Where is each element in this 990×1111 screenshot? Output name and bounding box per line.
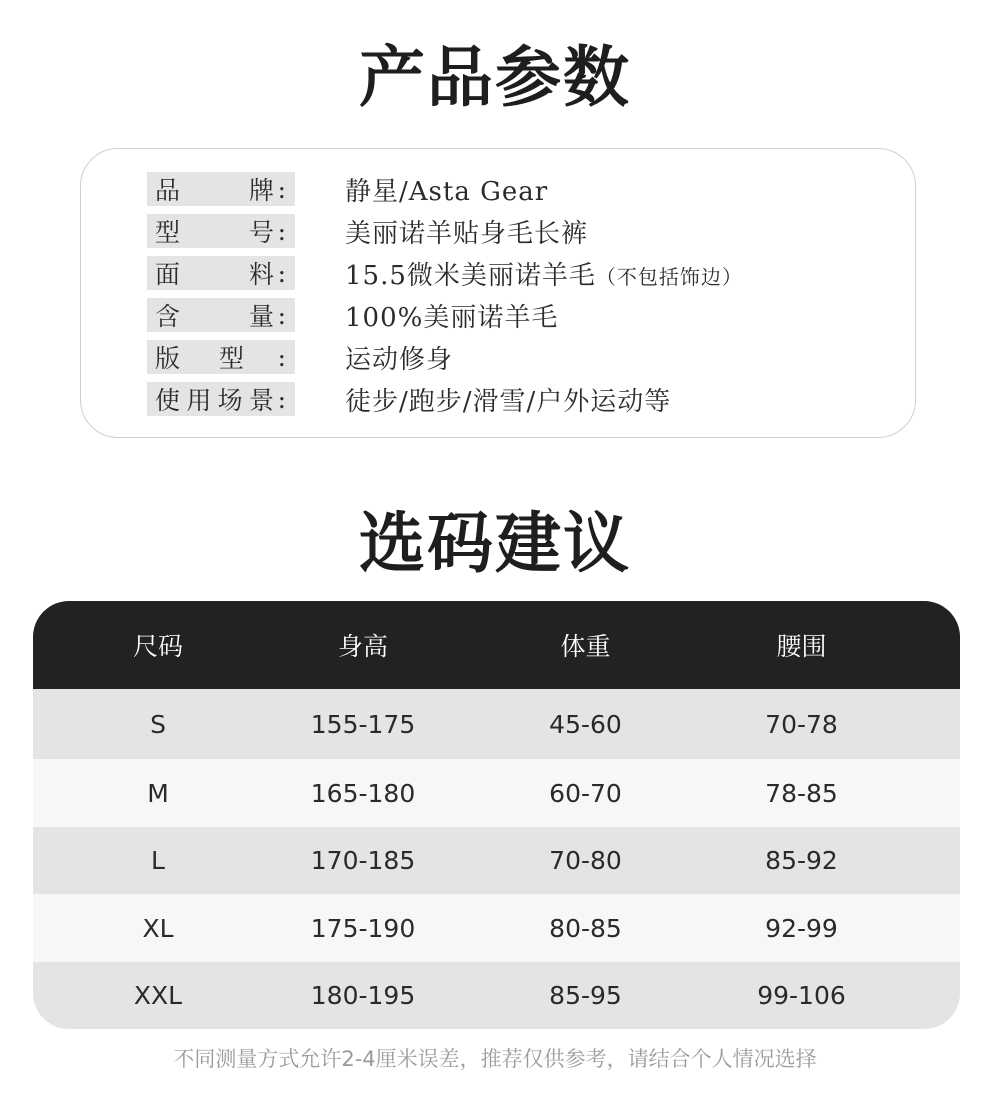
param-label — [147, 172, 295, 206]
size-footnote: 不同测量方式允许2-4厘米误差，推荐仅供参考，请结合个人情况选择 — [173, 1047, 817, 1071]
cell-size: XXL — [133, 981, 183, 1010]
table-row — [33, 827, 960, 894]
label-char: 面 — [155, 260, 182, 289]
cell-waist: 78-85 — [765, 778, 838, 808]
label-char: 用 — [186, 386, 213, 415]
cell-height: 175-190 — [310, 913, 416, 943]
param-row-model — [147, 214, 588, 248]
cell-height: 180-195 — [310, 981, 416, 1010]
param-label — [147, 214, 295, 248]
param-row-fit — [147, 340, 453, 374]
param-value-text: 静星/Asta Gear — [345, 176, 549, 207]
param-value-text: 运动修身 — [345, 344, 454, 375]
cell-height: 155-175 — [310, 709, 416, 739]
cell-weight: 80-85 — [549, 913, 622, 943]
label-colon: : — [277, 216, 287, 246]
param-value — [345, 213, 588, 250]
product-params-title: 产品参数 — [359, 39, 631, 116]
label-colon: : — [277, 258, 287, 288]
table-row — [33, 894, 960, 962]
param-value-text: 美丽诺羊贴身毛长裤 — [345, 218, 589, 249]
label-colon: : — [277, 384, 287, 414]
table-row — [33, 962, 960, 1029]
size-table — [33, 601, 960, 1029]
cell-size: M — [147, 778, 169, 808]
cell-waist: 85-92 — [765, 846, 838, 875]
header-height: 身高 — [337, 632, 388, 661]
cell-weight: 45-60 — [549, 709, 622, 739]
label-colon: : — [277, 342, 287, 372]
cell-height: 165-180 — [310, 778, 416, 808]
label-char: 料 — [248, 260, 275, 289]
cell-size: XL — [142, 913, 174, 943]
cell-weight: 60-70 — [549, 778, 622, 808]
param-label — [147, 340, 295, 374]
cell-weight: 70-80 — [549, 846, 622, 875]
label-char: 品 — [155, 176, 182, 205]
label-char: 牌 — [248, 176, 275, 205]
param-value — [345, 339, 453, 376]
label-char: 景 — [248, 386, 275, 415]
param-label — [147, 382, 295, 416]
param-label — [147, 256, 295, 290]
cell-height: 170-185 — [310, 846, 416, 875]
label-char: 版 — [155, 344, 182, 373]
param-value-text: 100%美丽诺羊毛 — [345, 302, 559, 333]
label-char: 含 — [155, 302, 182, 331]
header-waist: 腰围 — [776, 632, 827, 661]
header-size: 尺码 — [132, 632, 183, 661]
param-value-note: （不包括饰边） — [595, 264, 743, 289]
table-row — [33, 689, 960, 759]
table-row — [33, 759, 960, 827]
param-value — [345, 171, 548, 208]
label-char: 场 — [217, 386, 244, 415]
label-colon: : — [277, 300, 287, 330]
label-char: 量 — [248, 302, 275, 331]
cell-waist: 70-78 — [765, 709, 838, 739]
label-char: 型 — [218, 344, 245, 373]
cell-waist: 99-106 — [757, 981, 846, 1010]
product-params-card — [80, 148, 916, 438]
label-char: 使 — [155, 386, 182, 415]
cell-size: S — [150, 709, 166, 739]
cell-weight: 85-95 — [549, 981, 622, 1010]
param-row-brand — [147, 172, 548, 206]
param-label — [147, 298, 295, 332]
cell-waist: 92-99 — [765, 913, 838, 943]
cell-size: L — [151, 846, 165, 875]
size-guide-title: 选码建议 — [359, 505, 631, 582]
param-value — [345, 255, 743, 292]
param-row-content — [147, 298, 558, 332]
param-value-text: 徒步/跑步/滑雪/户外运动等 — [345, 386, 672, 417]
header-weight: 体重 — [560, 632, 611, 661]
param-row-fabric — [147, 256, 743, 290]
label-colon: : — [277, 174, 287, 204]
size-table-header — [33, 601, 960, 689]
param-value — [345, 381, 671, 418]
param-value — [345, 297, 558, 334]
label-char: 号 — [248, 218, 275, 247]
param-value-text: 15.5微米美丽诺羊毛 — [345, 260, 596, 291]
param-row-usage — [147, 382, 671, 416]
label-char: 型 — [155, 218, 182, 247]
